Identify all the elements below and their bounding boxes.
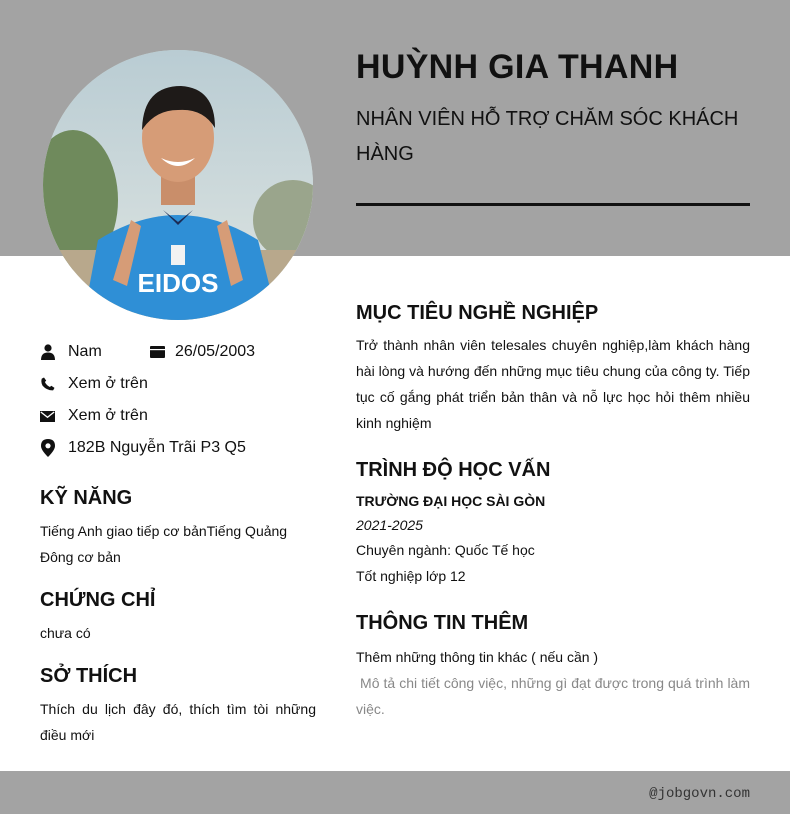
gender-text: Nam	[68, 343, 102, 360]
title-divider	[356, 203, 750, 206]
extra-info-description: Mô tả chi tiết công việc, những gì đạt được trong quá trình làm việc.	[356, 675, 754, 717]
contact-dob	[150, 341, 255, 363]
skills-text: Tiếng Anh giao tiếp cơ bảnTiếng Quảng Đông cơ bản	[40, 523, 288, 565]
location-pin-icon	[40, 440, 55, 456]
education-school: TRƯỜNG ĐẠI HỌC SÀI GÒN	[356, 493, 546, 509]
certificates-heading: CHỨNG CHỈ	[40, 589, 156, 611]
objective-text: Trở thành nhân viên telesales chuyên nghiệp,làm khách hàng hài lòng và hướng đến những mục tiêu chung của công ty. Tiếp tục cố gắng phát triển bản thân và nỗ lực học hỏi thêm nhiều kinh nghiệm	[356, 337, 750, 431]
profile-photo-illustration	[43, 50, 313, 320]
person-icon	[40, 344, 55, 360]
objective-heading: MỤC TIÊU NGHỀ NGHIỆP	[356, 302, 599, 324]
mail-icon	[40, 408, 55, 424]
contact-phone	[40, 373, 148, 395]
watermark-text: @jobgovn.com	[649, 786, 750, 802]
candidate-job-title: NHÂN VIÊN HỖ TRỢ CHĂM SÓC KHÁCH HÀNG	[356, 108, 739, 165]
phone-text: Xem ở trên	[68, 375, 148, 392]
address-text: 182B Nguyễn Trãi P3 Q5	[68, 439, 246, 456]
email-text: Xem ở trên	[68, 407, 148, 424]
calendar-icon	[150, 344, 165, 360]
hobbies-text: Thích du lịch đây đó, thích tìm tòi những điều mới	[40, 701, 316, 743]
extra-info-line: Thêm những thông tin khác ( nếu cần )	[356, 649, 599, 665]
svg-text:EIDOS: EIDOS	[137, 268, 219, 298]
education-graduation: Tốt nghiệp lớp 12	[356, 568, 466, 584]
candidate-name: HUỲNH GIA THANH	[356, 48, 679, 86]
skills-heading: KỸ NĂNG	[40, 487, 133, 509]
education-years: 2021-2025	[356, 517, 423, 533]
hobbies-heading: SỞ THÍCH	[40, 665, 138, 687]
extra-info-heading: THÔNG TIN THÊM	[356, 612, 529, 634]
contact-email	[40, 405, 148, 427]
profile-photo	[43, 50, 313, 320]
contact-gender	[40, 341, 102, 363]
phone-icon	[40, 376, 55, 392]
education-heading: TRÌNH ĐỘ HỌC VẤN	[356, 459, 551, 481]
contact-address	[40, 437, 246, 459]
dob-text: 26/05/2003	[175, 343, 256, 360]
certificates-text: chưa có	[40, 625, 91, 641]
education-major: Chuyên ngành: Quốc Tế học	[356, 542, 535, 558]
